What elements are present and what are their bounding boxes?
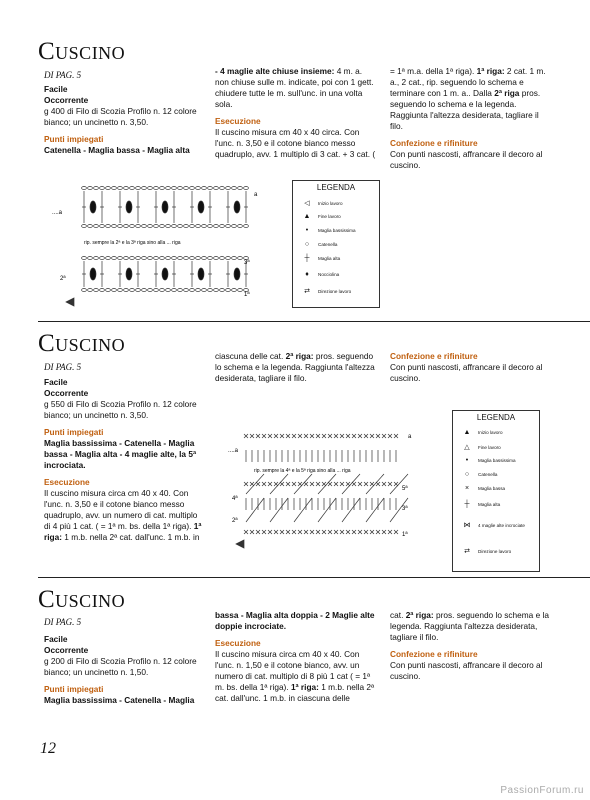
section2-page-ref: DI PAG. 5 bbox=[44, 362, 82, 372]
section3-col3-b: pros. seguendo lo schema e la legenda. Raggiunta l'altezza desiderata, tagliare il filo. bbox=[390, 610, 549, 642]
start-icon bbox=[66, 298, 74, 306]
section1-col3-b-bold: 2ª riga bbox=[494, 88, 520, 98]
chain-stitch bbox=[94, 225, 99, 228]
chain-stitch bbox=[184, 257, 189, 260]
section3-occorrente-label: Occorrente bbox=[44, 645, 89, 655]
section3-title: Cuscino bbox=[38, 586, 126, 613]
legend1-item bbox=[299, 255, 340, 262]
chain-stitch bbox=[220, 187, 225, 190]
chart2-row2-label: 2ª bbox=[232, 518, 238, 524]
section2-col2-a: ciascuna delle cat. bbox=[215, 351, 286, 361]
chain-stitch bbox=[136, 187, 141, 190]
chain-stitch bbox=[136, 257, 141, 260]
chain-stitch bbox=[172, 289, 177, 292]
chain-stitch bbox=[94, 289, 99, 292]
chain-stitch bbox=[124, 187, 129, 190]
section1-legend-title: LEGENDA bbox=[316, 183, 356, 192]
chain-stitch bbox=[226, 225, 231, 228]
chain-stitch bbox=[172, 187, 177, 190]
chain-stitch bbox=[244, 225, 249, 228]
chain-stitch bbox=[154, 289, 159, 292]
section1-col2-bold: - 4 maglie alte chiuse insieme: bbox=[215, 66, 335, 76]
section2-crochet-chart bbox=[226, 424, 426, 556]
chain-stitch bbox=[178, 187, 183, 190]
section3-col1 bbox=[44, 634, 204, 706]
section2-col2-bold: 2ª riga: bbox=[285, 351, 314, 361]
legend2-item bbox=[459, 443, 501, 451]
end-icon: △ bbox=[464, 444, 470, 451]
section-divider bbox=[38, 321, 590, 322]
section2-legend-title: LEGENDA bbox=[476, 413, 516, 422]
chain-stitch bbox=[160, 187, 165, 190]
chain-stitch bbox=[202, 257, 207, 260]
crossed-treble bbox=[270, 474, 288, 494]
legend2-label: Inizio lavoro bbox=[478, 430, 503, 435]
chain-stitch bbox=[190, 187, 195, 190]
chain-stitch bbox=[184, 187, 189, 190]
chart1-label-a2: a bbox=[254, 192, 258, 198]
chain-stitch bbox=[88, 257, 93, 260]
crossed-treble bbox=[294, 498, 312, 522]
chain-stitch bbox=[172, 225, 177, 228]
chain-stitch bbox=[196, 289, 201, 292]
chart2-row3-label: 3ª bbox=[402, 506, 408, 512]
section2-occorrente: g 550 di Filo di Scozia Profilo n. 12 colore bianco; un uncinetto n. 3,50. bbox=[44, 399, 197, 420]
legend2-item bbox=[459, 501, 500, 508]
chain-icon: ○ bbox=[304, 241, 310, 248]
section1-col2-text: 4 m. a. non chiuse sulle m. indicate, poi con 1 gett. chiudere tutte le m. sull'unc. in una volta sola. bbox=[215, 66, 374, 109]
crossed-trebles-icon: ⋈ bbox=[463, 522, 471, 529]
bobble-stitch bbox=[198, 268, 204, 280]
chart1-row3-label: 3ª bbox=[244, 260, 250, 266]
chain-stitch bbox=[142, 257, 147, 260]
treble-icon: ┼ bbox=[464, 501, 470, 508]
chain-stitch bbox=[130, 257, 135, 260]
legend1-label: Nocciolina bbox=[318, 272, 340, 277]
chain-stitch bbox=[118, 187, 123, 190]
section2-confezione: Con punti nascosti, affrancare il decoro al cuscino. bbox=[390, 362, 543, 383]
section3-col2-bold: bassa - Maglia alta doppia - 2 Maglie alte doppie incrociate. bbox=[215, 610, 375, 631]
legend1-label: Maglia bassissima bbox=[318, 228, 356, 233]
chain-stitch bbox=[136, 225, 141, 228]
section3-confezione-label: Confezione e rifiniture bbox=[390, 649, 478, 659]
chain-stitch bbox=[154, 187, 159, 190]
legend2-label: Direzione lavoro bbox=[478, 548, 512, 554]
chain-stitch bbox=[238, 257, 243, 260]
section2-col3 bbox=[390, 351, 550, 384]
chain-stitch bbox=[214, 187, 219, 190]
chain-stitch bbox=[88, 187, 93, 190]
chain-stitch bbox=[118, 289, 123, 292]
chain-stitch bbox=[88, 289, 93, 292]
chain-stitch bbox=[124, 257, 129, 260]
chain-stitch bbox=[112, 257, 117, 260]
chain-stitch bbox=[154, 257, 159, 260]
section2-col2 bbox=[215, 351, 378, 384]
section2-esecuzione-bold: 1ª riga: bbox=[44, 521, 202, 542]
legend1-item bbox=[299, 213, 341, 220]
section1-page-ref: DI PAG. 5 bbox=[44, 70, 82, 80]
chart1-repeat-note: rip. sempre la 2ª e la 3ª riga sino alla ... riga bbox=[84, 240, 181, 246]
single-crochet-icon: × bbox=[464, 485, 470, 492]
chain-stitch bbox=[94, 257, 99, 260]
legend1-label: Catenella bbox=[318, 242, 338, 247]
legend2-item bbox=[459, 547, 511, 555]
legend2-item bbox=[459, 485, 505, 492]
chain-stitch bbox=[154, 225, 159, 228]
chart1-row2-label: 2ª bbox=[60, 276, 66, 282]
chain-stitch bbox=[148, 187, 153, 190]
chain-stitch bbox=[100, 225, 105, 228]
chain-stitch bbox=[106, 187, 111, 190]
section1-punti-label: Punti impiegati bbox=[44, 134, 104, 144]
direction-icon: ⇄ bbox=[464, 548, 470, 555]
chain-stitch bbox=[130, 289, 135, 292]
page-number: 12 bbox=[40, 740, 56, 757]
bobble-stitch bbox=[162, 201, 168, 213]
chain-stitch bbox=[100, 187, 105, 190]
chain-stitch bbox=[208, 289, 213, 292]
section1-punti: Catenella - Maglia bassa - Maglia alta bbox=[44, 145, 190, 155]
chain-stitch bbox=[202, 187, 207, 190]
legend1-item bbox=[299, 241, 337, 248]
chain-stitch bbox=[202, 289, 207, 292]
bobble-icon: ♦ bbox=[305, 271, 309, 278]
crossed-treble bbox=[246, 498, 264, 522]
legend1-label: Maglia alta bbox=[318, 256, 341, 261]
crossed-treble bbox=[246, 474, 264, 494]
chain-stitch bbox=[238, 187, 243, 190]
chain-stitch bbox=[124, 225, 129, 228]
section1-col1 bbox=[44, 84, 204, 156]
chain-stitch bbox=[82, 187, 87, 190]
chain-stitch bbox=[112, 187, 117, 190]
crossed-treble bbox=[294, 474, 312, 494]
legend2-label: Maglia bassa bbox=[478, 486, 506, 491]
chain-stitch bbox=[88, 225, 93, 228]
legend2-item bbox=[459, 429, 503, 436]
chart2-row1-label: 1ª bbox=[402, 532, 408, 538]
chain-stitch bbox=[232, 257, 237, 260]
chart2-label-a1: ....a bbox=[228, 448, 239, 454]
chain-stitch bbox=[196, 257, 201, 260]
section3-col3-bold: 2ª riga: bbox=[405, 610, 434, 620]
chain-stitch bbox=[214, 289, 219, 292]
chain-stitch bbox=[178, 289, 183, 292]
section2-punti-label: Punti impiegati bbox=[44, 427, 104, 437]
chain-stitch bbox=[196, 187, 201, 190]
chain-stitch bbox=[148, 257, 153, 260]
chain-stitch bbox=[166, 257, 171, 260]
section2-occorrente-label: Occorrente bbox=[44, 388, 89, 398]
section1-col3-b: 2 cat. 1 m. a., 2 cat., rip. seguendo lo schema e terminare con 1 m. a.. Dalla bbox=[390, 66, 546, 98]
section3-punti: Maglia bassissima - Catenella - Maglia bbox=[44, 695, 195, 705]
chain-stitch bbox=[226, 187, 231, 190]
crossed-treble bbox=[342, 498, 360, 522]
chain-stitch bbox=[82, 225, 87, 228]
chain-stitch bbox=[160, 225, 165, 228]
bobble-stitch bbox=[126, 201, 132, 213]
legend2-label: Maglia alta bbox=[478, 502, 501, 507]
chain-stitch bbox=[130, 187, 135, 190]
bobble-stitch bbox=[162, 268, 168, 280]
section2-legend bbox=[452, 410, 540, 572]
section1-occorrente-label: Occorrente bbox=[44, 95, 89, 105]
chain-stitch bbox=[190, 225, 195, 228]
crossed-treble bbox=[366, 474, 384, 494]
section3-col2 bbox=[215, 610, 378, 704]
section2-col1 bbox=[44, 377, 204, 543]
chart2-label-a2: a bbox=[408, 434, 412, 440]
chain-stitch bbox=[178, 257, 183, 260]
chart2-row5-label: 5ª bbox=[402, 486, 408, 492]
chain-stitch bbox=[208, 225, 213, 228]
section3-difficulty: Facile bbox=[44, 634, 68, 644]
chain-stitch bbox=[142, 225, 147, 228]
chain-stitch bbox=[166, 225, 171, 228]
bobble-stitch bbox=[234, 268, 240, 280]
section3-esecuzione-bold: 1ª riga: bbox=[290, 682, 319, 692]
legend1-label: Direzione lavoro bbox=[318, 288, 352, 294]
section1-esecuzione: Il cuscino misura cm 40 x 40 circa. Con l'unc. n. 3,50 e il cotone bianco messo quadruplo, avv. 1 multiplo di 3 cat. + 3 cat. ( bbox=[215, 127, 376, 159]
section3-page-ref: DI PAG. 5 bbox=[44, 617, 82, 627]
chain-stitch bbox=[190, 289, 195, 292]
chain-stitch bbox=[178, 225, 183, 228]
slip-stitch-icon: • bbox=[305, 227, 309, 234]
legend1-item bbox=[299, 287, 351, 295]
legend1-label: Inizio lavoro bbox=[318, 200, 343, 206]
chain-stitch bbox=[202, 225, 207, 228]
chain-stitch bbox=[118, 225, 123, 228]
legend2-label: Fine lavoro bbox=[478, 444, 501, 450]
section1-confezione-label: Confezione e rifiniture bbox=[390, 138, 478, 148]
start-icon: ◁ bbox=[304, 200, 310, 207]
legend2-item bbox=[459, 457, 516, 464]
chain-stitch bbox=[226, 289, 231, 292]
section1-crochet-chart bbox=[50, 178, 280, 308]
chain-stitch bbox=[208, 257, 213, 260]
chain-stitch bbox=[118, 257, 123, 260]
section1-col2 bbox=[215, 66, 378, 160]
legend2-item bbox=[459, 471, 497, 478]
section3-esecuzione-a: Il cuscino misura circa cm 40 x 40. Con l'unc. n. 1,50 e il cotone bianco, avv. un numero di cat. multiplo di 8 più 1 cat ( = 1ª m. bs. della 1ª riga). bbox=[215, 649, 371, 692]
crossed-treble bbox=[270, 498, 288, 522]
chain-stitch bbox=[238, 225, 243, 228]
direction-icon: ⇄ bbox=[304, 288, 310, 295]
chain-stitch bbox=[220, 289, 225, 292]
section3-confezione: Con punti nascosti, affrancare il decoro al cuscino. bbox=[390, 660, 543, 681]
section1-col3-a-bold: 1ª riga: bbox=[476, 66, 505, 76]
bobble-stitch bbox=[234, 201, 240, 213]
chain-stitch bbox=[232, 225, 237, 228]
section2-col2-b: pros. seguendo lo schema e la legenda. Raggiunta l'altezza desiderata, tagliare il filo. bbox=[215, 351, 375, 383]
section3-col3-a: cat. bbox=[390, 610, 406, 620]
bobble-stitch bbox=[126, 268, 132, 280]
chain-stitch bbox=[160, 257, 165, 260]
chain-stitch bbox=[82, 257, 87, 260]
chain-stitch bbox=[136, 289, 141, 292]
chain-stitch bbox=[142, 289, 147, 292]
bobble-stitch bbox=[90, 268, 96, 280]
section3-esecuzione-label: Esecuzione bbox=[215, 638, 261, 648]
chain-stitch bbox=[232, 289, 237, 292]
slip-stitch-icon: • bbox=[465, 457, 469, 464]
section2-esecuzione-b: 1 m.b. nella 2ª cat. dall'unc. 1 m.b. in bbox=[61, 532, 200, 542]
legend1-item bbox=[299, 227, 356, 234]
crossed-treble bbox=[342, 474, 360, 494]
section2-confezione-label: Confezione e rifiniture bbox=[390, 351, 478, 361]
crossed-treble bbox=[318, 498, 336, 522]
chain-stitch bbox=[196, 225, 201, 228]
chain-icon: ○ bbox=[464, 471, 470, 478]
section1-col3-c: pros. seguendo lo schema e la legenda. Raggiunta l'altezza desiderata, tagliare il filo. bbox=[390, 88, 541, 131]
section2-esecuzione-label: Esecuzione bbox=[44, 477, 90, 487]
chain-stitch bbox=[82, 289, 87, 292]
legend1-item bbox=[299, 271, 339, 278]
section1-title: Cuscino bbox=[38, 38, 126, 65]
chain-stitch bbox=[190, 257, 195, 260]
chain-stitch bbox=[130, 225, 135, 228]
legend1-label: Fine lavoro bbox=[318, 214, 341, 219]
section-divider bbox=[38, 577, 590, 578]
section2-title: Cuscino bbox=[38, 330, 126, 357]
legend1-item bbox=[299, 199, 343, 207]
chain-stitch bbox=[184, 289, 189, 292]
chain-stitch bbox=[166, 187, 171, 190]
chain-stitch bbox=[148, 225, 153, 228]
section1-confezione: Con punti nascosti, affrancare il decoro al cuscino. bbox=[390, 149, 543, 170]
chain-stitch bbox=[106, 257, 111, 260]
legend2-label: Maglia bassissima bbox=[478, 458, 516, 463]
section2-esecuzione-a: Il cuscino misura circa cm 40 x 40. Con l'unc. n. 3,50 e il cotone bianco messo quadruplo, avv. un numero di cat. multiplo di 4 più 1 cat. ( = 1ª m. bs. della 1ª riga). bbox=[44, 488, 198, 531]
chart1-row1-label: 1ª bbox=[244, 292, 250, 298]
chain-stitch bbox=[142, 187, 147, 190]
chain-stitch bbox=[106, 289, 111, 292]
chain-stitch bbox=[184, 225, 189, 228]
treble-icon: ┼ bbox=[304, 255, 310, 262]
chain-stitch bbox=[112, 289, 117, 292]
section1-legend bbox=[292, 180, 380, 308]
legend2-item bbox=[459, 521, 535, 529]
section1-occorrente: g 400 di Filo di Scozia Profilo n. 12 colore bianco; un uncinetto n. 3,50. bbox=[44, 106, 197, 127]
chain-stitch bbox=[220, 225, 225, 228]
chain-stitch bbox=[208, 187, 213, 190]
chain-stitch bbox=[112, 225, 117, 228]
bobble-stitch bbox=[90, 201, 96, 213]
crossed-treble bbox=[366, 498, 384, 522]
legend2-label: Catenella bbox=[478, 472, 498, 477]
watermark: PassionForum.ru bbox=[500, 785, 584, 796]
section2-punti: Maglia bassissima - Catenella - Maglia bassa - Maglia alta - 4 maglie alte, la 5ª incrociata. bbox=[44, 438, 197, 470]
chain-stitch bbox=[100, 257, 105, 260]
start-icon: ▲ bbox=[463, 429, 471, 436]
section1-difficulty: Facile bbox=[44, 84, 68, 94]
chart2-repeat-note: rip. sempre la 4ª e la 5ª riga sino alla ... riga bbox=[254, 468, 351, 474]
start-icon bbox=[236, 540, 244, 548]
chain-stitch bbox=[148, 289, 153, 292]
crossed-treble bbox=[318, 474, 336, 494]
chain-stitch bbox=[100, 289, 105, 292]
section3-occorrente: g 200 di Filo di Scozia Profilo n. 12 colore bianco; un uncinetto n. 1,50. bbox=[44, 656, 197, 677]
end-icon: ▲ bbox=[303, 213, 311, 220]
chain-stitch bbox=[106, 225, 111, 228]
chain-stitch bbox=[220, 257, 225, 260]
chain-stitch bbox=[214, 225, 219, 228]
section1-esecuzione-label: Esecuzione bbox=[215, 116, 261, 126]
chain-stitch bbox=[172, 257, 177, 260]
chain-stitch bbox=[238, 289, 243, 292]
chart1-label-a1: ....a bbox=[52, 210, 63, 216]
chain-stitch bbox=[232, 187, 237, 190]
chain-stitch bbox=[226, 257, 231, 260]
section3-col3 bbox=[390, 610, 550, 682]
chain-stitch bbox=[124, 289, 129, 292]
chain-stitch bbox=[166, 289, 171, 292]
section2-difficulty: Facile bbox=[44, 377, 68, 387]
section1-col3 bbox=[390, 66, 550, 171]
chain-stitch bbox=[94, 187, 99, 190]
section3-punti-label: Punti impiegati bbox=[44, 684, 104, 694]
chain-stitch bbox=[214, 257, 219, 260]
chain-stitch bbox=[244, 187, 249, 190]
chain-stitch bbox=[160, 289, 165, 292]
bobble-stitch bbox=[198, 201, 204, 213]
section1-col3-a: = 1ª m.a. della 1ª riga). bbox=[390, 66, 477, 76]
section3-esecuzione-b: 1 m.b. nella 2ª cat. dall'unc. 1 m.b. in ciascuna delle bbox=[215, 682, 375, 703]
legend2-label: 4 maglie alte incrociate bbox=[478, 522, 525, 528]
chart2-row4-label: 4ª bbox=[232, 496, 238, 502]
